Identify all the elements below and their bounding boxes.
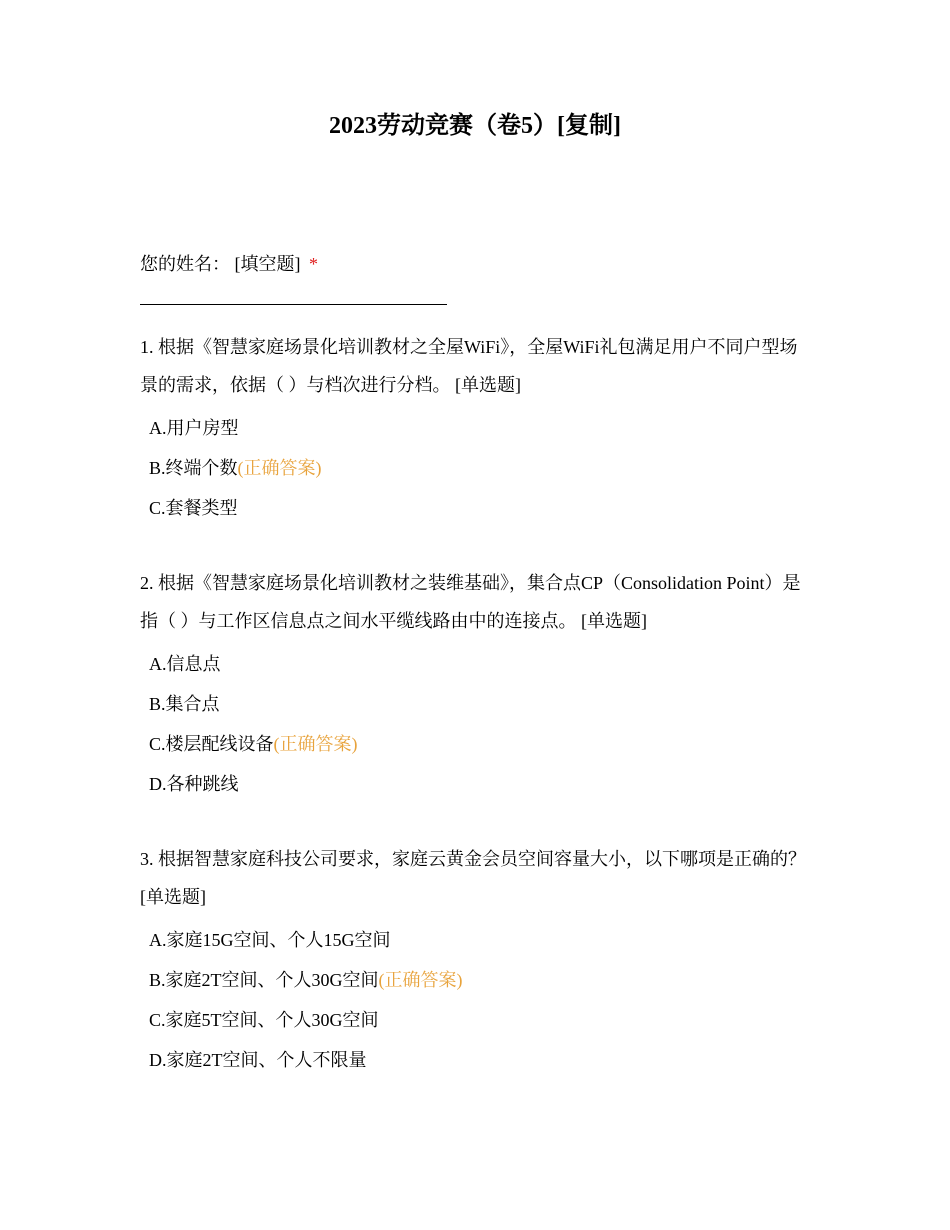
- question-2: [140, 564, 810, 804]
- option-a[interactable]: [140, 408, 810, 448]
- name-question-type: [填空题]: [234, 254, 301, 274]
- question-number: 2.: [140, 573, 154, 593]
- option-list: [140, 920, 810, 1080]
- option-letter: A.: [149, 654, 167, 674]
- option-letter: A.: [149, 930, 167, 950]
- question-stem: 根据《智慧家庭场景化培训教材之装维基础》，集合点CP（Consolidation Point）是指（ ）与工作区信息点之间水平缆线路由中的连接点。: [140, 573, 801, 631]
- question-number: 3.: [140, 849, 154, 869]
- option-text: 终端个数: [165, 458, 238, 478]
- option-a[interactable]: [140, 644, 810, 684]
- option-letter: B.: [149, 694, 166, 714]
- question-3: [140, 840, 810, 1080]
- option-text: 楼层配线设备: [165, 734, 274, 754]
- survey-content: [140, 248, 810, 1080]
- required-mark: *: [309, 254, 318, 274]
- option-d[interactable]: [140, 1040, 810, 1080]
- option-letter: A.: [149, 418, 167, 438]
- question-type: [单选题]: [581, 611, 647, 631]
- question-number: 1.: [140, 337, 154, 357]
- option-letter: B.: [149, 970, 166, 990]
- name-input-line[interactable]: [140, 304, 447, 305]
- question-type: [单选题]: [140, 887, 206, 907]
- option-a[interactable]: [140, 920, 810, 960]
- question-text: [140, 564, 810, 640]
- option-text: 各种跳线: [166, 774, 239, 794]
- option-d[interactable]: [140, 764, 810, 804]
- option-letter: B.: [149, 458, 166, 478]
- question-1: [140, 328, 810, 528]
- option-b[interactable]: [140, 960, 810, 1000]
- option-letter: D.: [149, 774, 167, 794]
- option-text: 家庭2T空间、个人30G空间: [165, 970, 379, 990]
- question-stem: 根据智慧家庭科技公司要求，家庭云黄金会员空间容量大小，以下哪项是正确的？: [158, 849, 806, 869]
- correct-answer-mark: (正确答案): [378, 970, 463, 990]
- correct-answer-mark: (正确答案): [273, 734, 358, 754]
- correct-answer-mark: (正确答案): [237, 458, 322, 478]
- option-letter: C.: [149, 498, 166, 518]
- option-list: [140, 644, 810, 804]
- option-text: 集合点: [165, 694, 220, 714]
- option-b[interactable]: [140, 684, 810, 724]
- option-text: 用户房型: [166, 418, 239, 438]
- question-type: [单选题]: [455, 375, 521, 395]
- question-text: [140, 840, 810, 916]
- option-b[interactable]: [140, 448, 810, 488]
- option-c[interactable]: [140, 724, 810, 764]
- page-title: 2023劳动竞赛（卷5）[复制]: [329, 113, 621, 139]
- option-text: 套餐类型: [165, 498, 238, 518]
- option-text: 家庭15G空间、个人15G空间: [166, 930, 391, 950]
- name-label: 您的姓名：: [140, 254, 230, 274]
- question-stem: 根据《智慧家庭场景化培训教材之全屋WiFi》，全屋WiFi礼包满足用户不同户型场景的需求，依据（ ）与档次进行分档。: [140, 337, 798, 395]
- option-letter: D.: [149, 1050, 167, 1070]
- option-list: [140, 408, 810, 528]
- option-letter: C.: [149, 734, 166, 754]
- option-text: 信息点: [166, 654, 221, 674]
- question-text: [140, 328, 810, 404]
- option-c[interactable]: [140, 1000, 810, 1040]
- option-text: 家庭2T空间、个人不限量: [166, 1050, 367, 1070]
- option-c[interactable]: [140, 488, 810, 528]
- option-letter: C.: [149, 1010, 166, 1030]
- name-question: [140, 248, 810, 280]
- option-text: 家庭5T空间、个人30G空间: [165, 1010, 379, 1030]
